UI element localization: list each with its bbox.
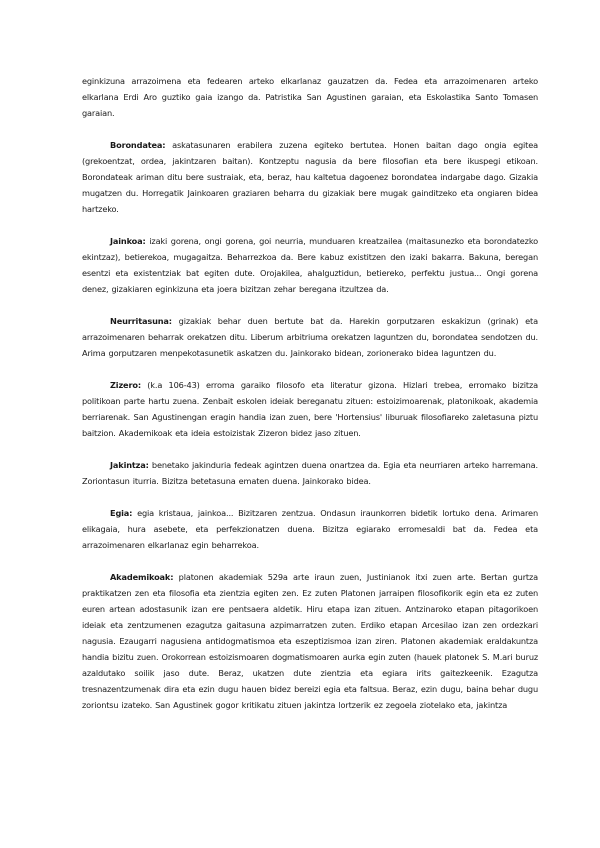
entry-definition: (k.a 106-43) erroma garaiko filosofo eta literatur gizona. Hizlari trebea, erromako bizitza politikoan parte hartu zuena. Zenbait eskolen ideiak bereganatu zituen: estoizimoarenak, platonikoak, akademia berriarenak. San Agustinengan eragin handia izan zuen, bere 'Hortensius' liburuak filosofiareko zaletasuna piztu baitzion. Akademikoak eta ideia estoizistak Zizeron bidez jaso zituen. [82,380,538,438]
entry-term: Neurritasuna: [110,316,172,326]
entry-term: Zizero: [110,380,141,390]
entry-neurritasuna [82,313,538,361]
entry-borondatea [82,137,538,217]
entry-akademikoak [82,569,538,713]
entry-definition: egia kristaua, jainkoa... Bizitzaren zentzua. Ondasun iraunkorren bidetik lortuko dena. Arimaren elikagaia, hura asebete, eta perfekzionatzen duena. Bizitza egiarako erromesaldi bat da. Fedea eta arrazoimenaren elkarlanaz egin beharrekoa. [82,508,538,550]
entry-term: Borondatea: [110,140,166,150]
entry-definition: benetako jakinduria fedeak agintzen duena onartzea da. Egia eta neurriaren arteko harremana. Zoriontasun iturria. Bizitza betetasuna ematen duena. Jainkorako bidea. [82,460,538,486]
entry-jainkoa [82,233,538,297]
entry-term: Egia: [110,508,133,518]
entry-term: Akademikoak: [110,572,174,582]
entry-definition: izaki gorena, ongi gorena, goi neurria, munduaren kreatzailea (maitasunezko eta borondatezko ekintzaz), betierekoa, mugagaitza. Beharrezkoa da. Bere kabuz existitzen den izaki bakarra. Bakuna, beregan esentzi eta existentziak bat egiten dute. Orojakilea, ahalguztidun, betiereko, perfektu justua... Ongi gorena denez, gizakiaren eginkizuna eta joera bizitzan zehar beregana itzultzea da. [82,236,538,294]
entry-definition: platonen akademiak 529a arte iraun zuen, Justinianok itxi zuen arte. Bertan gurtza praktikatzen zen eta filosofia eta zientzia egiten zen. Ez zuten Platonen jarraipen filosofikorik egin eta ez zuten euren artean adostasunik izan ere pentsaera aldetik. Hiru etapa izan zituen. Antzinaroko etapan pitagorikoen ideiak eta zentzumenen ezagutza gaitasuna azpimarratzen zuten. Erdiko etapan Arcesilao izan zen ordezkari nagusia. Ezaugarri nagusiena antidogmatismoa eta eszeptizismoa izan ziren. Platonen akademiak eraldakuntza handia bizitu zuen. Orokorrean estoizismoaren dogmatismoaren aurka egin zuten (hauek platonek S. M.ari buruz azaldutako soilik jaso dute. Beraz, ukatzen dute zientzia eta egiara irits gaitezkeenik. Ezagutza tresnazentzumenak dira eta ezin dugu hauen bidez bereizi egia eta faltsua. Beraz, ezin dugu, baina behar dugu zoriontsu izateko. San Agustinek gogor kritikatu zituen jakintza lortzerik ez zegoela ziotelako eta, jakintza [82,572,538,710]
entry-term: Jainkoa: [110,236,146,246]
intro-paragraph: eginkizuna arrazoimena eta fedearen arteko elkarlanaz gauzatzen da. Fedea eta arrazoimenaren arteko elkarlana Erdi Aro guztiko gaia izango da. Patristika San Agustinen garaian, eta Eskolastika Santo Tomasen garaian. [82,76,538,118]
entry-term: Jakintza: [110,460,149,470]
entry-definition: gizakiak behar duen bertute bat da. Harekin gorputzaren eskakizun (grinak) eta arrazoimenaren beharrak orekatzen ditu. Liberum arbitriuma orekatzen laguntzen du, borondatea sendotzen du. Arima gorputzaren menpekotasunetik askatzen du. Jainkorako bidean, zorionerako bidea laguntzen du. [82,316,538,358]
entry-definition: askatasunaren erabilera zuzena egiteko bertutea. Honen baitan dago ongia egitea (grekoentzat, ordea, jakintzaren baitan). Kontzeptu nagusia da bere filosofian eta bere ikuspegi etikoan. Borondateak ariman ditu bere sustraiak, eta, beraz, hau kaltetua dagoenez borondatea indargabe dago. Gizakia mugatzen du. Horregatik Jainkoaren graziaren beharra du gizakiak bere mugak gainditzeko eta ongiaren bidea hartzeko. [82,140,538,214]
entry-zizero [82,377,538,441]
entry-egia [82,505,538,553]
entry-jakintza [82,457,538,489]
